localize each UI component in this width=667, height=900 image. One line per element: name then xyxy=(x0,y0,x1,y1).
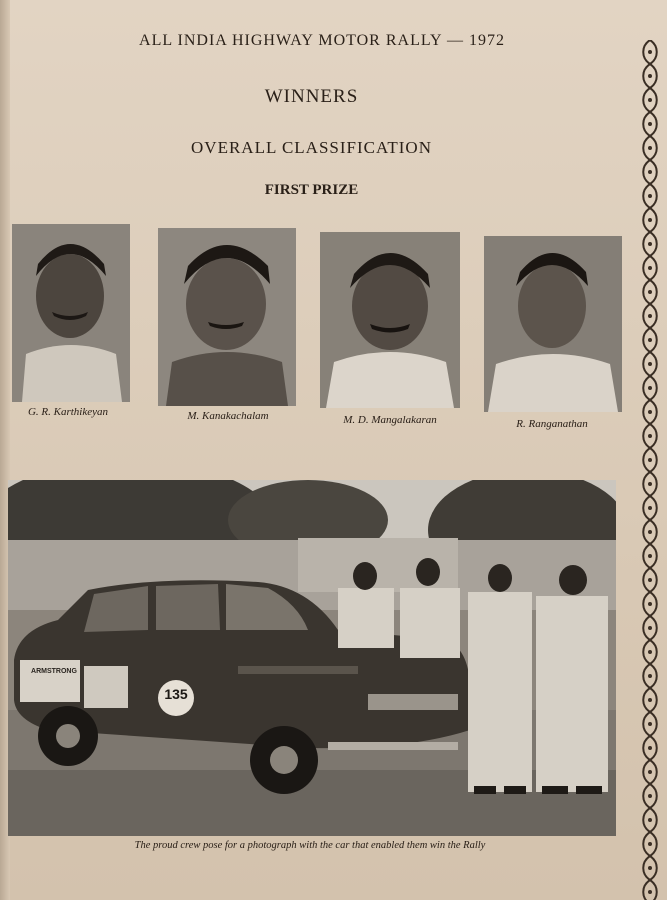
portrait-karthikeyan xyxy=(12,224,130,402)
portrait-mangalakaran xyxy=(320,232,460,408)
classification-heading: OVERALL CLASSIFICATION xyxy=(191,138,432,157)
portrait-kanakachalam xyxy=(158,228,296,406)
portrait-name: M. Kanakachalam xyxy=(187,410,269,422)
rally-car-photo xyxy=(8,480,616,836)
ornamental-border xyxy=(639,40,661,900)
portrait-name: M. D. Mangalakaran xyxy=(343,414,437,426)
portrait-name: R. Ranganathan xyxy=(516,418,588,430)
portrait-name: G. R. Karthikeyan xyxy=(27,406,109,418)
winners-heading: WINNERS xyxy=(264,86,359,107)
portrait-ranganathan xyxy=(484,236,622,412)
prize-heading: FIRST PRIZE xyxy=(264,182,359,198)
photo-caption: The proud crew pose for a photograph with the car that enabled them win the Rally xyxy=(134,840,486,851)
car-number: 135 xyxy=(164,686,188,702)
rally-title: ALL INDIA HIGHWAY MOTOR RALLY — 1972 xyxy=(139,32,505,49)
door-sign: ARMSTRONG xyxy=(31,668,77,675)
